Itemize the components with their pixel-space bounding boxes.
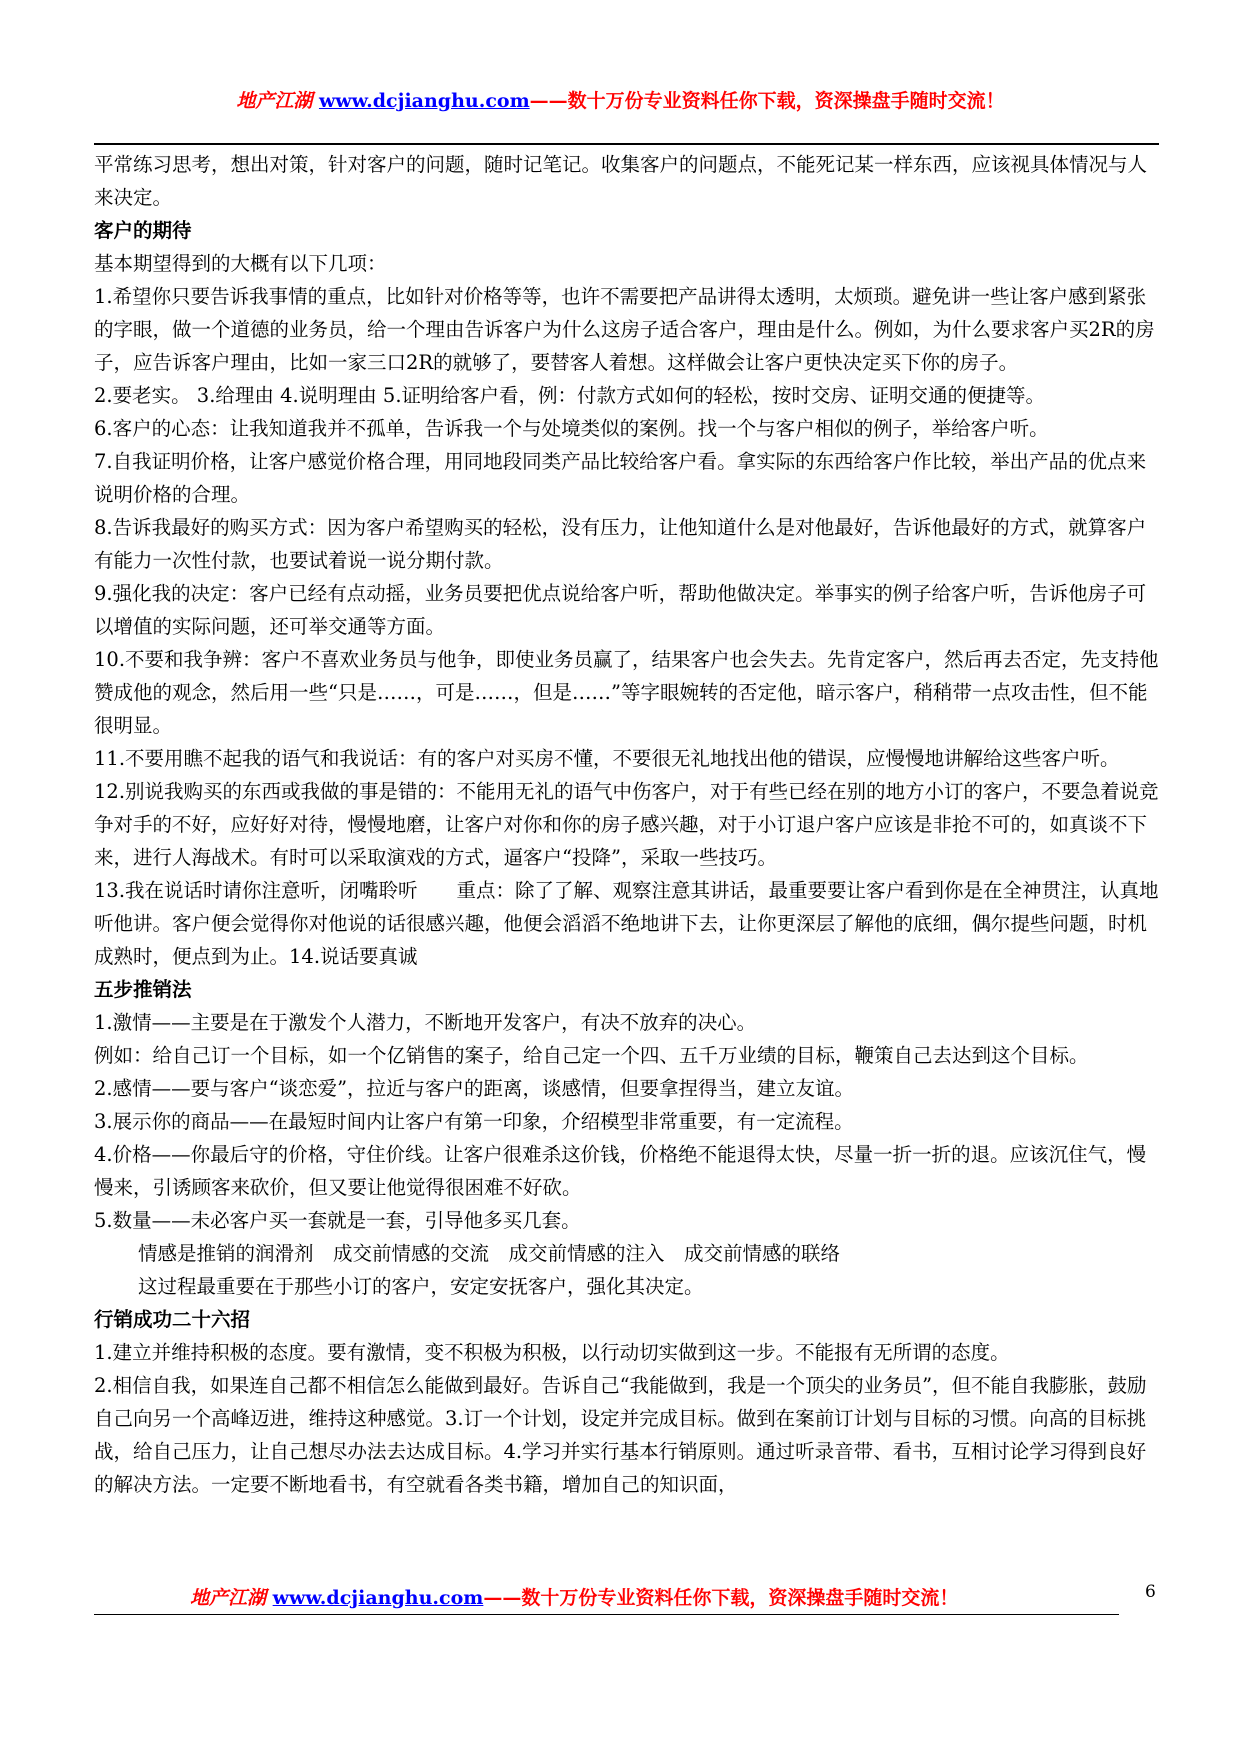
footer-slogan: ——数十万份专业资料任你下载，资深操盘手随时交流！ <box>483 1587 959 1609</box>
paragraph: 1.建立并维持积极的态度。要有激情，变不积极为积极，以行动切实做到这一步。不能报有无所谓的态度。 <box>94 1341 1010 1364</box>
paragraph: 9.强化我的决定：客户已经有点动摇，业务员要把优点说给客户听，帮助他做决定。举事实的例子给客户听，告诉他房子可以增值的实际问题，还可举交通等方面。 <box>94 582 1147 638</box>
page-header <box>0 86 1241 113</box>
paragraph: 平常练习思考，想出对策，针对客户的问题，随时记笔记。收集客户的问题点，不能死记某一样东西，应该视具体情况与人来决定。 <box>94 153 1148 209</box>
paragraph: 10.不要和我争辨：客户不喜欢业务员与他争，即使业务员赢了，结果客户也会失去。先肯定客户，然后再去否定，先支持他赞成他的观念，然后用一些“只是……，可是……，但是……”等字眼婉转的否定他，暗示客户，稍稍带一点攻击性，但不能很明显。 <box>94 648 1159 737</box>
paragraph: 13.我在说话时请你注意听，闭嘴聆听 重点：除了了解、观察注意其讲话，最重要要让客户看到你是在全神贯注，认真地听他讲。客户便会觉得你对他说的话很感兴趣，他便会滔滔不绝地讲下去，让你更深层了解他的底细，偶尔提些问题，时机成熟时，便点到为止。14.说话要真诚 <box>94 879 1159 968</box>
paragraph: 2.感情——要与客户“谈恋爱”，拉近与客户的距离，谈感情，但要拿捏得当，建立友谊。 <box>94 1077 855 1100</box>
paragraph: 3.展示你的商品——在最短时间内让客户有第一印象，介绍模型非常重要，有一定流程。 <box>94 1110 854 1133</box>
section-heading-five-step-selling: 五步推销法 <box>94 978 192 1001</box>
paragraph: 例如：给自己订一个目标，如一个亿销售的案子，给自己定一个四、五千万业绩的目标，鞭策自己去达到这个目标。 <box>94 1044 1089 1067</box>
paragraph: 2.要老实。 3.给理由 4.说明理由 5.证明给客户看，例：付款方式如何的轻松，按时交房、证明交通的便捷等。 <box>94 384 1046 407</box>
footer-link[interactable]: www.dcjianghu.com <box>272 1587 484 1609</box>
paragraph: 基本期望得到的大概有以下几项： <box>94 252 387 275</box>
paragraph: 6.客户的心态：让我知道我并不孤单，告诉我一个与处境类似的案例。找一个与客户相似的例子，举给客户听。 <box>94 417 1049 440</box>
paragraph: 1.激情——主要是在于激发个人潜力，不断地开发客户，有决不放弃的决心。 <box>94 1011 757 1034</box>
document-body <box>94 148 1162 1501</box>
footer-divider <box>94 1614 1119 1615</box>
page-footer <box>190 1583 958 1610</box>
footer-brand: 地产江湖 <box>190 1587 267 1609</box>
header-slogan: ——数十万份专业资料任你下载，资深操盘手随时交流！ <box>529 90 1005 112</box>
paragraph: 4.价格——你最后守的价格，守住价线。让客户很难杀这价钱，价格绝不能退得太快，尽量一折一折的退。应该沉住气，慢慢来，引诱顾客来砍价，但又要让他觉得很困难不好砍。 <box>94 1143 1147 1199</box>
paragraph: 12.别说我购买的东西或我做的事是错的：不能用无礼的语气中伤客户，对于有些已经在别的地方小订的客户，不要急着说竞争对手的不好，应好好对待，慢慢地磨，让客户对你和你的房子感兴趣，对于小订退户客户应该是非抢不可的，如真谈不下来，进行人海战术。有时可以采取演戏的方式，逼客户“投降”，采取一些技巧。 <box>94 780 1159 869</box>
paragraph: 11.不要用瞧不起我的语气和我说话：有的客户对买房不懂，不要很无礼地找出他的错误，应慢慢地讲解给这些客户听。 <box>94 747 1120 770</box>
paragraph: 8.告诉我最好的购买方式：因为客户希望购买的轻松，没有压力，让他知道什么是对他最好，告诉他最好的方式，就算客户有能力一次性付款，也要试着说一说分期付款。 <box>94 516 1147 572</box>
paragraph: 7.自我证明价格，让客户感觉价格合理，用同地段同类产品比较给客户看。拿实际的东西给客户作比较，举出产品的优点来说明价格的合理。 <box>94 450 1147 506</box>
header-divider <box>94 143 1159 145</box>
paragraph: 2.相信自我，如果连自己都不相信怎么能做到最好。告诉自己“我能做到，我是一个顶尖的业务员”，但不能自我膨胀，鼓励自己向另一个高峰迈进，维持这种感觉。3.订一个计划，设定并完成目标。做到在案前订计划与目标的习惯。向高的目标挑战，给自己压力，让自己想尽办法去达成目标。4.学习并实行基本行销原则。通过听录音带、看书，互相讨论学习得到良好的解决方法。一定要不断地看书，有空就看各类书籍，增加自己的知识面， <box>94 1374 1147 1496</box>
page-number: 6 <box>1145 1582 1156 1602</box>
paragraph: 情感是推销的润滑剂 成交前情感的交流 成交前情感的注入 成交前情感的联络 <box>138 1242 841 1265</box>
header-link[interactable]: www.dcjianghu.com <box>318 90 530 112</box>
paragraph: 这过程最重要在于那些小订的客户，安定安抚客户，强化其决定。 <box>138 1275 704 1298</box>
paragraph: 1.希望你只要告诉我事情的重点，比如针对价格等等，也许不需要把产品讲得太透明，太烦琐。避免讲一些让客户感到紧张的字眼，做一个道德的业务员，给一个理由告诉客户为什么这房子适合客户，理由是什么。例如，为什么要求客户买2R的房子，应告诉客户理由，比如一家三口2R的就够了，要替客人着想。这样做会让客户更快决定买下你的房子。 <box>94 285 1155 374</box>
paragraph: 5.数量——未必客户买一套就是一套，引导他多买几套。 <box>94 1209 581 1232</box>
header-brand: 地产江湖 <box>236 90 313 112</box>
section-heading-customer-expectations: 客户的期待 <box>94 219 192 242</box>
section-heading-26-tips: 行销成功二十六招 <box>94 1308 251 1331</box>
